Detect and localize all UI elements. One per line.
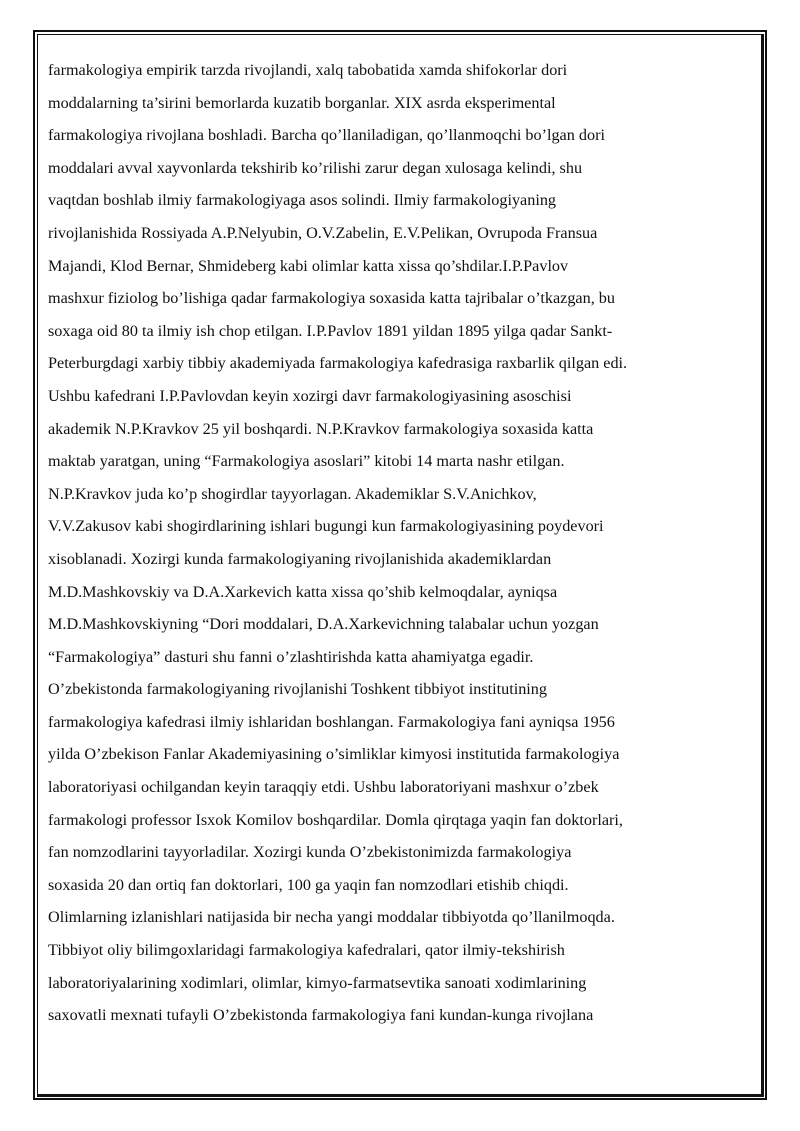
text-line: farmakologiya kafedrasi ilmiy ishlaridan boshlangan. Farmakologiya fani ayniqsa 1956: [48, 712, 615, 731]
text-line: Ushbu kafedrani I.P.Pavlovdan keyin xozirgi davr farmakologiyasining asoschisi: [48, 386, 572, 405]
text-line: farmakologiya empirik tarzda rivojlandi, xalq tabobatida xamda shifokorlar dori: [48, 61, 568, 79]
text-line: “Farmakologiya” dasturi shu fanni o’zlashtirishda katta ahamiyatga egadir.: [48, 647, 534, 666]
text-line: M.D.Mashkovskiy va D.A.Xarkevich katta xissa qo’shib kelmoqdalar, ayniqsa: [48, 582, 558, 601]
text-line: M.D.Mashkovskiyning “Dori moddalari, D.A.Xarkevichning talabalar uchun yozgan: [48, 615, 599, 634]
document-body-text: [48, 54, 753, 1032]
text-line: soxaga oid 80 ta ilmiy ish chop etilgan. I.P.Pavlov 1891 yildan 1895 yilga qadar Sankt-: [48, 321, 613, 340]
text-line: laboratoriyasi ochilgandan keyin taraqqiy etdi. Ushbu laboratoriyani mashxur o’zbek: [48, 778, 599, 797]
text-line: Tibbiyot oliy bilimgoxlaridagi farmakologiya kafedralari, qator ilmiy-tekshirish: [48, 941, 565, 960]
text-line: saxovatli mexnati tufayli O’zbekistonda farmakologiya fani kundan-kunga rivojlana: [48, 1006, 594, 1025]
text-line: N.P.Kravkov juda ko’p shogirdlar tayyorlagan. Akademiklar S.V.Anichkov,: [48, 484, 537, 503]
text-line: moddalarning ta’sirini bemorlarda kuzatib borganlar. XIX asrda eksperimental: [48, 93, 556, 112]
text-line: farmakologi professor Isxok Komilov boshqardilar. Domla qirqtaga yaqin fan doktorlari,: [48, 810, 623, 829]
text-line: maktab yaratgan, uning “Farmakologiya asoslari” kitobi 14 marta nashr etilgan.: [48, 452, 565, 471]
text-line: O’zbekistonda farmakologiyaning rivojlanishi Toshkent tibbiyot institutining: [48, 680, 547, 699]
text-line: fan nomzodlarini tayyorladilar. Xozirgi kunda O’zbekistonimizda farmakologiya: [48, 843, 572, 862]
text-line: Majandi, Klod Bernar, Shmideberg kabi olimlar katta xissa qo’shdilar.I.P.Pavlov: [48, 256, 569, 275]
text-line: Peterburgdagi xarbiy tibbiy akademiyada farmakologiya kafedrasiga raxbarlik qilgan edi.: [48, 354, 628, 373]
text-line: farmakologiya rivojlana boshladi. Barcha qo’llaniladigan, qo’llanmoqchi bo’lgan dori: [48, 126, 605, 145]
text-line: xisoblanadi. Xozirgi kunda farmakologiyaning rivojlanishida akademiklardan: [48, 549, 552, 568]
text-line: Olimlarning izlanishlari natijasida bir necha yangi moddalar tibbiyotda qo’llanilmoqda.: [48, 908, 615, 927]
text-line: laboratoriyalarining xodimlari, olimlar, kimyo-farmatsevtika sanoati xodimlarining: [48, 973, 587, 992]
text-line: soxasida 20 dan ortiq fan doktorlari, 100 ga yaqin fan nomzodlari etishib chiqdi.: [48, 875, 569, 894]
text-line: akademik N.P.Kravkov 25 yil boshqardi. N.P.Kravkov farmakologiya soxasida katta: [48, 419, 594, 438]
text-line: vaqtdan boshlab ilmiy farmakologiyaga asos solindi. Ilmiy farmakologiyaning: [48, 191, 557, 210]
text-line: moddalari avval xayvonlarda tekshirib ko’rilishi zarur degan xulosaga kelindi, shu: [48, 158, 583, 177]
text-line: V.V.Zakusov kabi shogirdlarining ishlari bugungi kun farmakologiyasining poydevori: [48, 517, 604, 536]
text-line: rivojlanishida Rossiyada A.P.Nelyubin, O.V.Zabelin, E.V.Pelikan, Ovrupoda Fransua: [48, 223, 598, 242]
text-line: yilda O’zbekison Fanlar Akademiyasining o’simliklar kimyosi institutida farmakologiya: [48, 745, 620, 764]
text-line: mashxur fiziolog bo’lishiga qadar farmakologiya soxasida katta tajribalar o’tkazgan, bu: [48, 289, 615, 308]
